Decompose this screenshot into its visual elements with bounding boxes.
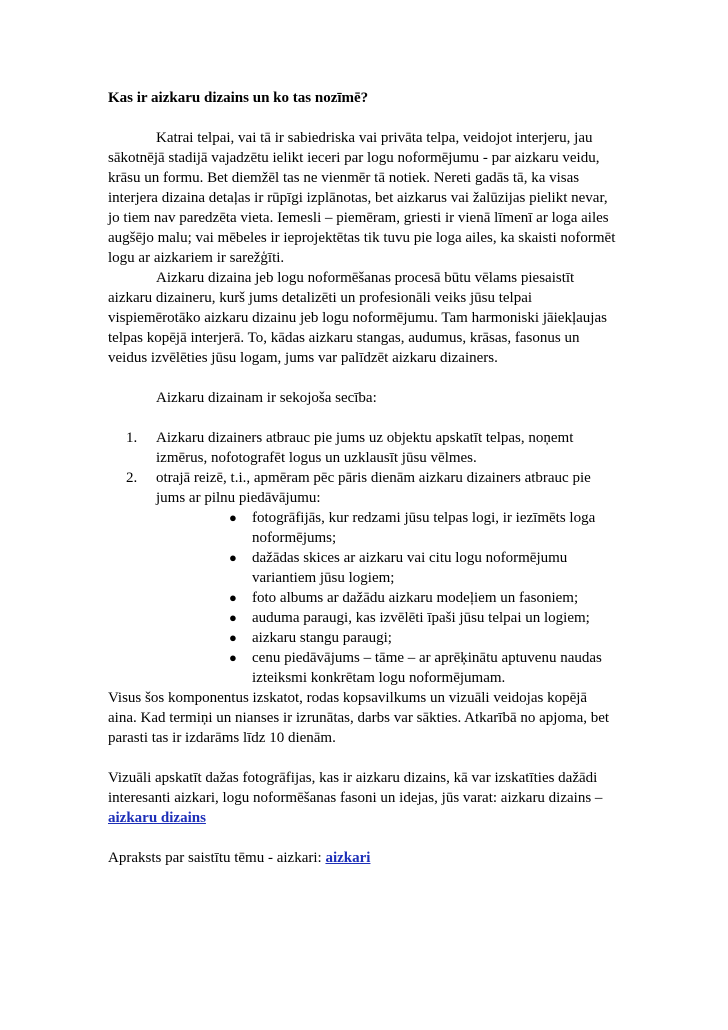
- intro-paragraph: Katrai telpai, vai tā ir sabiedriska vai privāta telpa, veidojot interjeru, jau sākotnējā stadijā vajadzētu ielikt ieceri par logu noformējumu - par aizkaru veidu, krāsu un formu. Bet diemžēl tas ne vienmēr tā notiek. Nereti gadās tā, ka visas interjera dizaina detaļas ir rūpīgi izplānotas, bet aizkarus vai žalūzijas pielikt nevar, jo tiem nav paredzēta vieta. Iemesli – piemēram, griesti ir vienā līmenī ar loga ailes augšējo malu; vai mēbeles ir ieprojektētas tik tuvu pie loga ailes, ka skaisti noformēt logu ar aizkariem ir sarežģīti.: [108, 130, 616, 266]
- offer-bullet-list: [108, 508, 618, 688]
- list-item: [108, 468, 618, 508]
- list-item: [108, 628, 618, 648]
- spacer: [108, 408, 618, 428]
- step-text: Aizkaru dizainers atbrauc pie jums uz objektu apskatīt telpas, noņemt izmērus, nofotografēt logus un uzklausīt jūsu vēlmes.: [156, 430, 574, 466]
- summary-paragraph: Visus šos komponentus izskatot, rodas kopsavilkums un vizuāli veidojas kopējā aina. Kad termiņi un nianses ir izrunātas, darbs var sākties. Atkarībā no apjoma, bet parasti tas ir izdarāms līdz 10 dienām.: [108, 690, 610, 746]
- spacer: [108, 748, 618, 768]
- list-item: [108, 648, 618, 688]
- list-item: [108, 428, 618, 468]
- aizkaru-dizains-link[interactable]: aizkaru dizains: [108, 810, 206, 826]
- bullet-icon: ●: [229, 550, 237, 565]
- bullet-icon: ●: [229, 650, 237, 665]
- list-item: [108, 508, 618, 548]
- related-paragraph: [108, 848, 618, 868]
- bullet-text: dažādas skices ar aizkaru vai citu logu noformējumu variantiem jūsu logiem;: [252, 550, 568, 586]
- aizkari-link[interactable]: aizkari: [325, 850, 371, 866]
- step-number: 1.: [126, 430, 138, 446]
- list-item: [108, 548, 618, 588]
- step-number: 2.: [126, 470, 138, 486]
- document-page: [108, 88, 618, 868]
- spacer: [108, 108, 618, 128]
- bullet-text: aizkaru stangu paraugi;: [252, 630, 392, 646]
- step-text: otrajā reizē, t.i., apmēram pēc pāris dienām aizkaru dizainers atbrauc pie jums ar pilnu piedāvājumu:: [156, 470, 591, 506]
- bullet-icon: ●: [229, 610, 237, 625]
- bullet-text: cenu piedāvājums – tāme – ar aprēķinātu aptuvenu naudas izteiksmi konkrētam logu noformējumam.: [252, 650, 602, 686]
- bullet-text: fotogrāfijās, kur redzami jūsu telpas logi, ir iezīmēts loga noformējums;: [252, 510, 596, 546]
- photos-text: Vizuāli apskatīt dažas fotogrāfijas, kas ir aizkaru dizains, kā var izskatīties dažādi interesanti aizkari, logu noformēšanas fasoni un idejas, jūs varat: aizkaru dizains –: [108, 770, 603, 806]
- list-item: [108, 588, 618, 608]
- steps-list: [108, 428, 618, 508]
- bullet-text: foto albums ar dažādu aizkaru modeļiem un fasoniem;: [252, 590, 579, 606]
- bullet-icon: ●: [229, 630, 237, 645]
- related-text: Apraksts par saistītu tēmu - aizkari:: [108, 850, 322, 866]
- designer-paragraph: Aizkaru dizaina jeb logu noformēšanas procesā būtu vēlams piesaistīt aizkaru dizaineru, kurš jums detalizēti un profesionāli veiks jūsu telpai vispiemērotāko aizkaru dizainu jeb logu noformējumu. Tam harmoniski jāiekļaujas telpas kopējā interjerā. To, kādas aizkaru stangas, audumus, krāsas, fasonus un veidus izvēlēties jūsu logam, jums var palīdzēt aizkaru dizainers.: [108, 270, 607, 366]
- bullet-icon: ●: [229, 510, 237, 525]
- spacer: [108, 368, 618, 388]
- document-title: Kas ir aizkaru dizains un ko tas nozīmē?: [108, 90, 369, 106]
- bullet-text: auduma paraugi, kas izvēlēti īpaši jūsu telpai un logiem;: [252, 610, 590, 626]
- list-item: [108, 608, 618, 628]
- photos-paragraph: [108, 768, 618, 828]
- bullet-icon: ●: [229, 590, 237, 605]
- spacer: [108, 828, 618, 848]
- sequence-intro: Aizkaru dizainam ir sekojoša secība:: [156, 390, 377, 406]
